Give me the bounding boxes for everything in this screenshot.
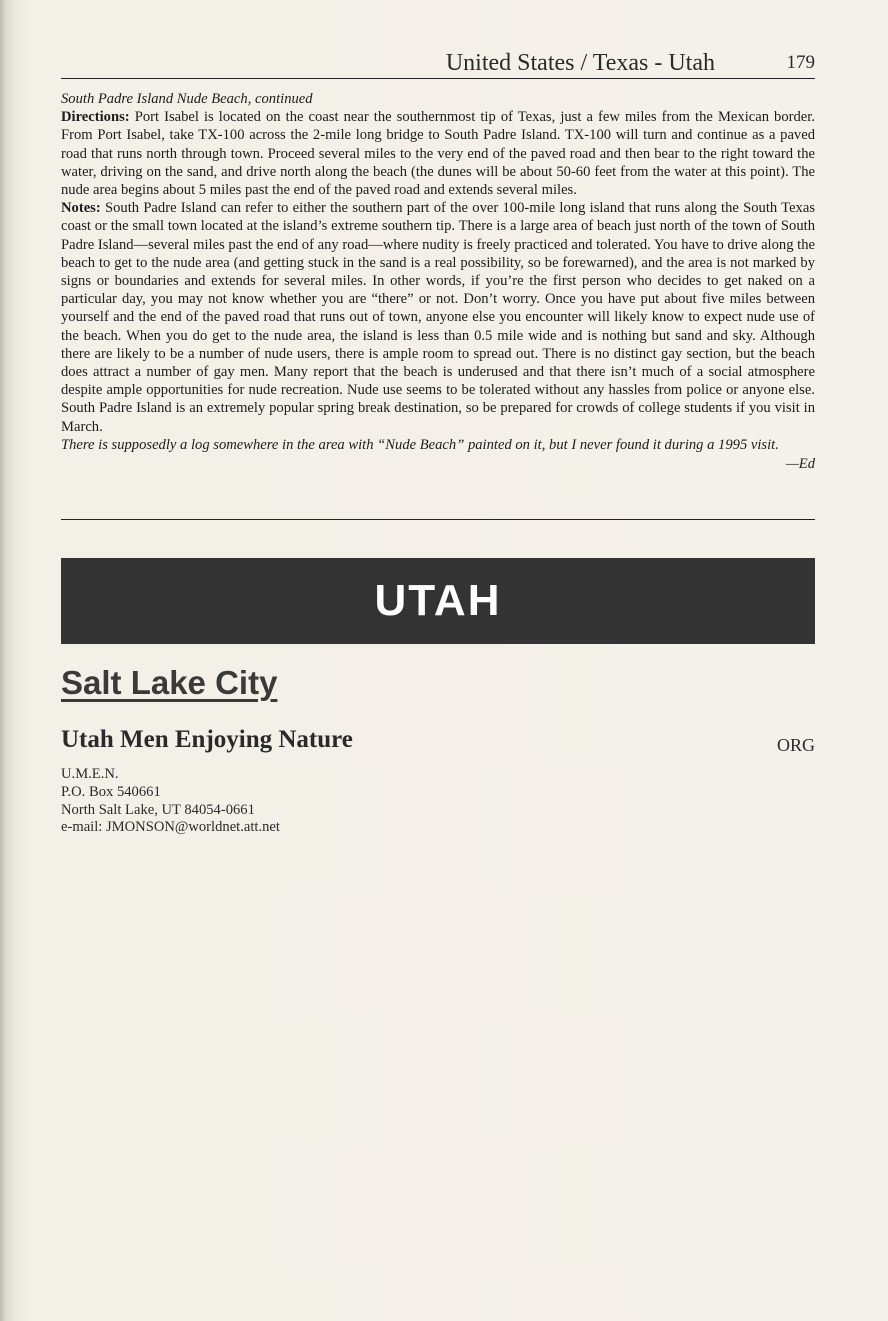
address-line: North Salt Lake, UT 84054-0661 bbox=[61, 801, 255, 818]
email-line: e-mail: JMONSON@worldnet.att.net bbox=[61, 819, 280, 836]
italic-note: There is supposedly a log somewhere in the area with “Nude Beach” painted on it, but I never found it during a 1995 visit. bbox=[61, 436, 779, 453]
notes-text: South Padre Island can refer to either the southern part of the over 100-mile long island that runs along the South Texas coast or the small town located at the island’s extreme southern tip. There is a large area of beach just north of the town of South Padre Island—several miles past the end of any road—where nudity is freely practiced and tolerated. You have to drive along the beach to get to the nude area (and getting stuck in the sand is a real possibility, so be forewarned), and the area is not marked by signs or boundaries and extends for several miles. In other words, if you’re the first person who decides to get naked on a particular day, you may not know whether you are “there” or not. Don’t worry. Once you have put about five miles between yourself and the end of the paved road that runs out of town, anyone else you encounter will likely know to expect nude use of the beach. When you do get to the nude area, the island is less than 0.5 mile wide and is nothing but sand and sky. Although there are likely to be a number of nude users, there is ample room to spread out. There is no distinct gay section, but the beach does attract a number of gay men. Many report that the beach is underused and that there isn’t much of a social atmosphere despite ample opportunities for nude recreation. Nude use seems to be tolerated without any hassles from police or anyone else. South Padre Island is an extremely popular spring break destination, so be prepared for crowds of college students if you visit in March. bbox=[61, 200, 815, 435]
signature: —Ed bbox=[785, 456, 815, 473]
listing-type: ORG bbox=[776, 735, 815, 755]
running-header bbox=[61, 48, 815, 79]
notes-paragraph bbox=[61, 199, 815, 436]
address-line: P.O. Box 540661 bbox=[61, 783, 161, 800]
directions-label: Directions: bbox=[61, 109, 130, 126]
listing-address bbox=[61, 766, 280, 837]
section-divider bbox=[61, 519, 815, 520]
entry-continued bbox=[61, 90, 815, 473]
state-banner: UTAH bbox=[61, 558, 815, 644]
listing-name: Utah Men Enjoying Nature bbox=[61, 726, 353, 753]
city-heading: Salt Lake City bbox=[61, 664, 278, 701]
notes-label: Notes: bbox=[61, 200, 101, 217]
page-number: 179 bbox=[786, 52, 815, 73]
directions-paragraph bbox=[61, 108, 815, 199]
continued-title: South Padre Island Nude Beach, continued bbox=[61, 91, 313, 107]
address-line: U.M.E.N. bbox=[61, 766, 119, 782]
directions-text: Port Isabel is located on the coast near the southernmost tip of Texas, just a few miles from the Mexican border. From Port Isabel, take TX-100 across the 2-mile long bridge to South Padre Island. TX-100 will turn and continue as a paved road that runs north through town. Proceed several miles to the very end of the paved road and then bear to the right toward the water, driving on the sand, and drive north along the beach (the dunes will be about 50-60 feet from the water at this point). The nude area begins about 5 miles past the end of the paved road and extends several miles. bbox=[61, 109, 815, 199]
running-title: United States / Texas - Utah bbox=[445, 50, 715, 76]
